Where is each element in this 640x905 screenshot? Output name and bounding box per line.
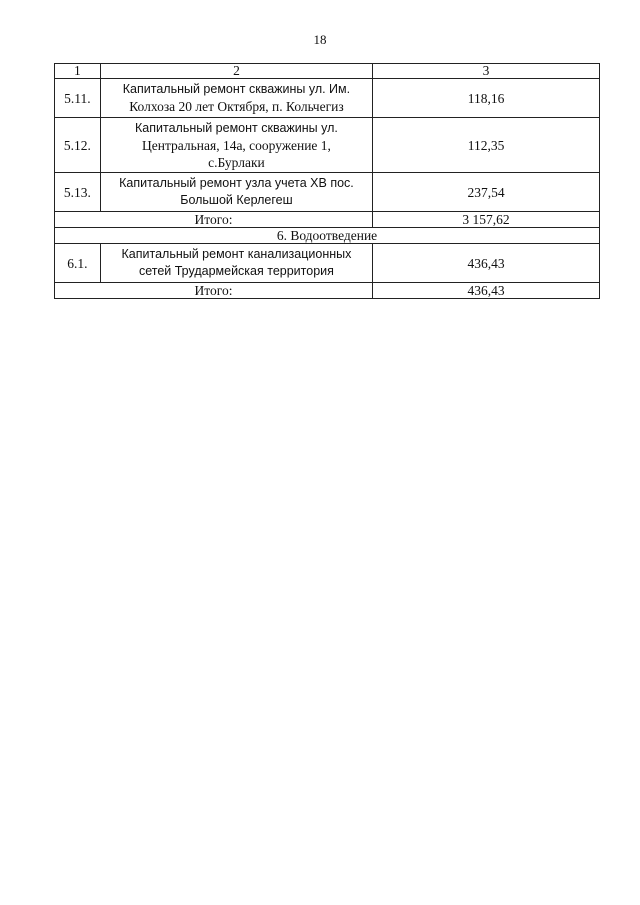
row-description-line: Центральная, 14а, сооружение 1, (141, 137, 331, 153)
row-description (100, 79, 372, 118)
total-row (55, 212, 600, 228)
row-description-line: Капитальный ремонт скважины ул. (135, 120, 338, 135)
row-value: 112,35 (373, 118, 600, 173)
row-description (100, 118, 372, 173)
row-number: 5.13. (55, 173, 101, 212)
row-description-line: Большой Керлегеш (180, 193, 293, 207)
works-table (54, 63, 600, 299)
header-col-3: 3 (373, 64, 600, 79)
table-row (55, 173, 600, 212)
table-row (55, 244, 600, 283)
row-description (100, 244, 372, 283)
total-label: Итого: (55, 212, 373, 228)
row-description-line: Капитальный ремонт канализационных (121, 247, 352, 261)
row-number: 5.12. (55, 118, 101, 173)
table-row (55, 118, 600, 173)
row-value: 118,16 (373, 79, 600, 118)
row-number: 6.1. (55, 244, 101, 283)
section-row (55, 228, 600, 244)
row-description-line: сетей Трудармейская территория (138, 264, 334, 278)
row-description-line: Капитальный ремонт узла учета ХВ пос. (119, 176, 354, 190)
row-description-line: Капитальный ремонт скважины ул. Им. (122, 82, 351, 96)
section-title: 6. Водоотведение (55, 228, 600, 244)
row-value: 237,54 (373, 173, 600, 212)
total-row (55, 283, 600, 299)
header-col-2: 2 (100, 64, 372, 79)
row-description-line: с.Бурлаки (208, 154, 265, 170)
page-number: 18 (313, 32, 327, 47)
row-description (100, 173, 372, 212)
table-header-row (55, 64, 600, 79)
row-number: 5.11. (55, 79, 101, 118)
total-value: 436,43 (373, 283, 600, 299)
total-value: 3 157,62 (373, 212, 600, 228)
row-value: 436,43 (373, 244, 600, 283)
header-col-1: 1 (55, 64, 101, 79)
table-row (55, 79, 600, 118)
row-description-line: Колхоза 20 лет Октября, п. Кольчегиз (129, 99, 344, 114)
total-label: Итого: (55, 283, 373, 299)
